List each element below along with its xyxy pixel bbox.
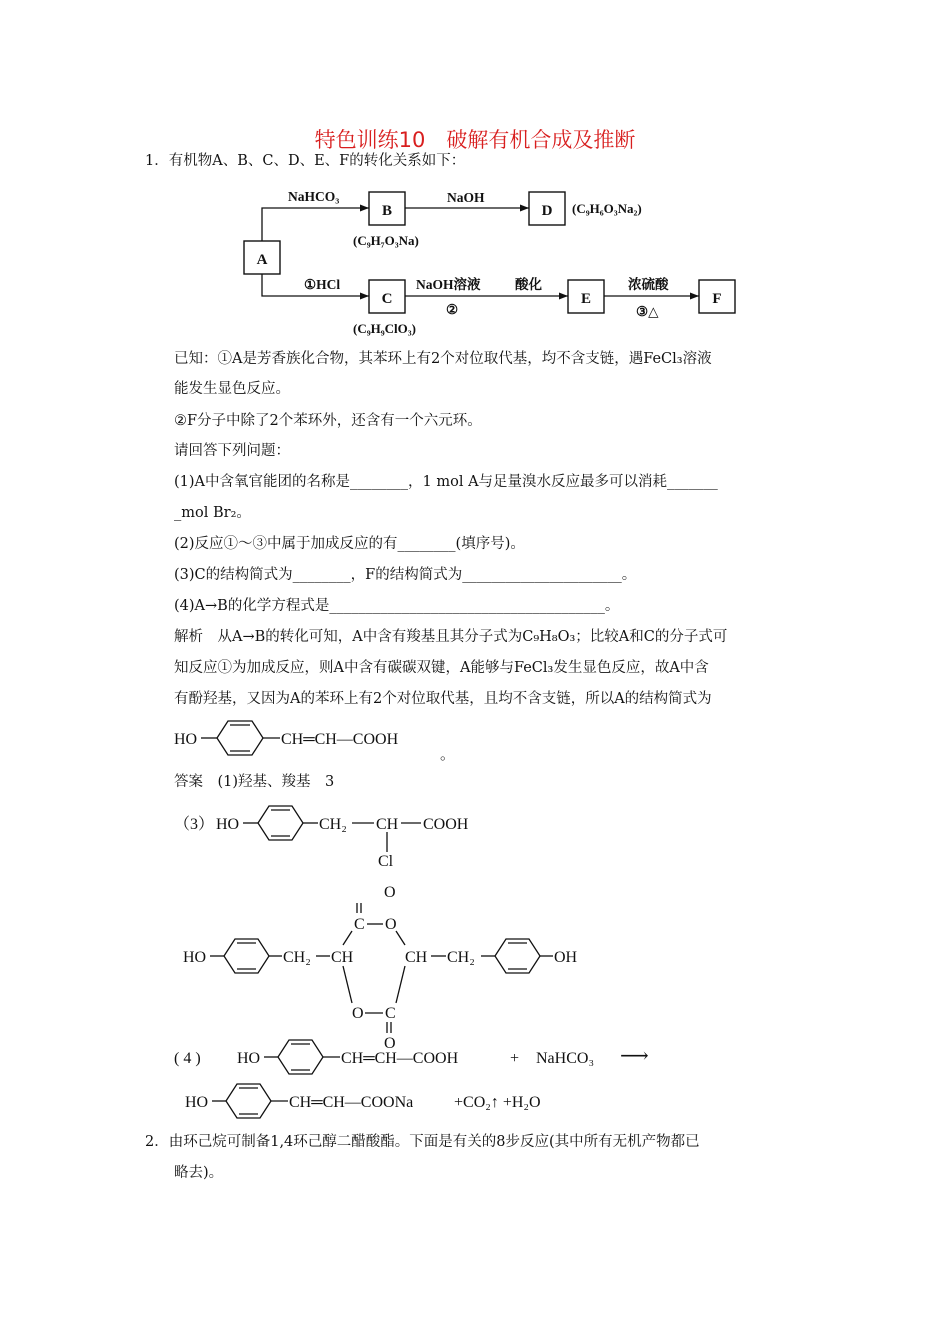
q1-intro: 1．有机物A、B、C、D、E、F的转化关系如下：	[145, 153, 466, 169]
sf-ch2-right: CH₂	[447, 949, 475, 966]
part-1a: (1)A中含氧官能团的名称是________，1 mol A与足量溴水反应最多可以消耗_______	[174, 474, 718, 490]
sf-ch2-left: CH₂	[283, 949, 311, 966]
q2-line-2: 略去)。	[174, 1165, 224, 1181]
answer-1: 答案 (1)羟基、羧基 3	[174, 774, 335, 790]
known-1a: 已知：①A是芳香族化合物，其苯环上有2个对位取代基，均不含支链，遇FeCl₃溶液	[174, 351, 712, 367]
s3-cl: Cl	[378, 853, 394, 870]
page-title: 特色训练10 破解有机合成及推断	[314, 128, 636, 152]
s3-ho: HO	[216, 816, 240, 833]
sf-oh-right: OH	[554, 949, 578, 966]
label-A: A	[256, 252, 268, 268]
sf-c-top: C	[354, 916, 365, 933]
analysis-3: 有酚羟基，又因为A的苯环上有2个对位取代基，且均不含支链，所以A的结构简式为	[174, 691, 712, 707]
sf-o-bottom-carbonyl: O	[384, 1035, 396, 1052]
formula-D: (C₉H₆O₃Na₂)	[572, 201, 642, 216]
reagent-naoh: NaOH	[447, 190, 485, 205]
label-B: B	[381, 203, 393, 219]
ask: 请回答下列问题：	[174, 443, 290, 459]
part-1b: _mol Br₂。	[174, 505, 251, 521]
reagent-hcl: ①HCl	[304, 277, 341, 292]
formula-B: (C₉H₇O₃Na)	[353, 233, 419, 248]
part-4: (4)A→B的化学方程式是______________________________________。	[174, 598, 620, 614]
s3-label: （3）	[174, 816, 215, 833]
s4-plus: +	[510, 1050, 520, 1067]
sf-ho-left: HO	[183, 949, 207, 966]
s4-byproducts: +CO₂↑ +H₂O	[454, 1094, 541, 1111]
part-3: (3)C的结构简式为________，F的结构简式为______________________。	[174, 567, 637, 583]
reagent-acidify: 酸化	[515, 277, 542, 292]
label-F: F	[712, 291, 722, 307]
s4-nahco3: NaHCO₃	[536, 1050, 595, 1067]
reaction-3: ③△	[636, 304, 659, 319]
reagent-h2so4: 浓硫酸	[628, 277, 669, 292]
sf-c-bottom: C	[385, 1005, 396, 1022]
struct-a-chain: CH═CH—COOH	[281, 731, 399, 748]
formula-C: (C₉H₉ClO₃)	[353, 321, 416, 336]
struct-a-ho: HO	[174, 731, 198, 748]
analysis-2: 知反应①为加成反应，则A中含有碳碳双键，A能够与FeCl₃发生显色反应，故A中含	[174, 660, 709, 676]
s4-chain-product: CH═CH—COONa	[289, 1094, 414, 1111]
label-C: C	[381, 291, 393, 307]
s4-ho-product: HO	[185, 1094, 209, 1111]
sf-o-top-carbonyl: O	[384, 884, 396, 901]
benzene-ring-icon	[278, 1040, 323, 1074]
q2-line-1: 2．由环己烷可制备1,4环己醇二醋酸酯。下面是有关的8步反应(其中所有无机产物都已	[145, 1134, 700, 1150]
sf-o-top-ring: O	[385, 916, 397, 933]
known-2: ②F分子中除了2个苯环外，还含有一个六元环。	[174, 413, 482, 429]
label-E: E	[580, 291, 592, 307]
part-2: (2)反应①～③中属于加成反应的有________(填序号)。	[174, 536, 525, 552]
s3-cooh: COOH	[423, 816, 469, 833]
s3-ch2: CH₂	[319, 816, 347, 833]
reagent-naoh-solution: NaOH溶液	[416, 277, 481, 292]
s4-arrow: ⟶	[620, 1045, 649, 1067]
analysis-1: 解析 从A→B的转化可知，A中含有羧基且其分子式为C₉H₈O₃；比较A和C的分子式可	[174, 629, 728, 645]
s4-ho: HO	[237, 1050, 261, 1067]
benzene-ring-icon	[226, 1084, 271, 1118]
s4-chain: CH═CH—COOH	[341, 1050, 459, 1067]
sf-o-bottom-ring: O	[352, 1005, 364, 1022]
label-D: D	[541, 203, 553, 219]
s4-label: ( 4 )	[174, 1050, 201, 1067]
reaction-2: ②	[446, 302, 459, 317]
known-1b: 能发生显色反应。	[174, 381, 290, 397]
struct-a-period: 。	[440, 747, 456, 763]
reagent-nahco3: NaHCO₃	[288, 189, 340, 204]
sf-ch-right: CH	[405, 949, 428, 966]
sf-ch-left: CH	[331, 949, 354, 966]
s3-ch: CH	[376, 816, 399, 833]
